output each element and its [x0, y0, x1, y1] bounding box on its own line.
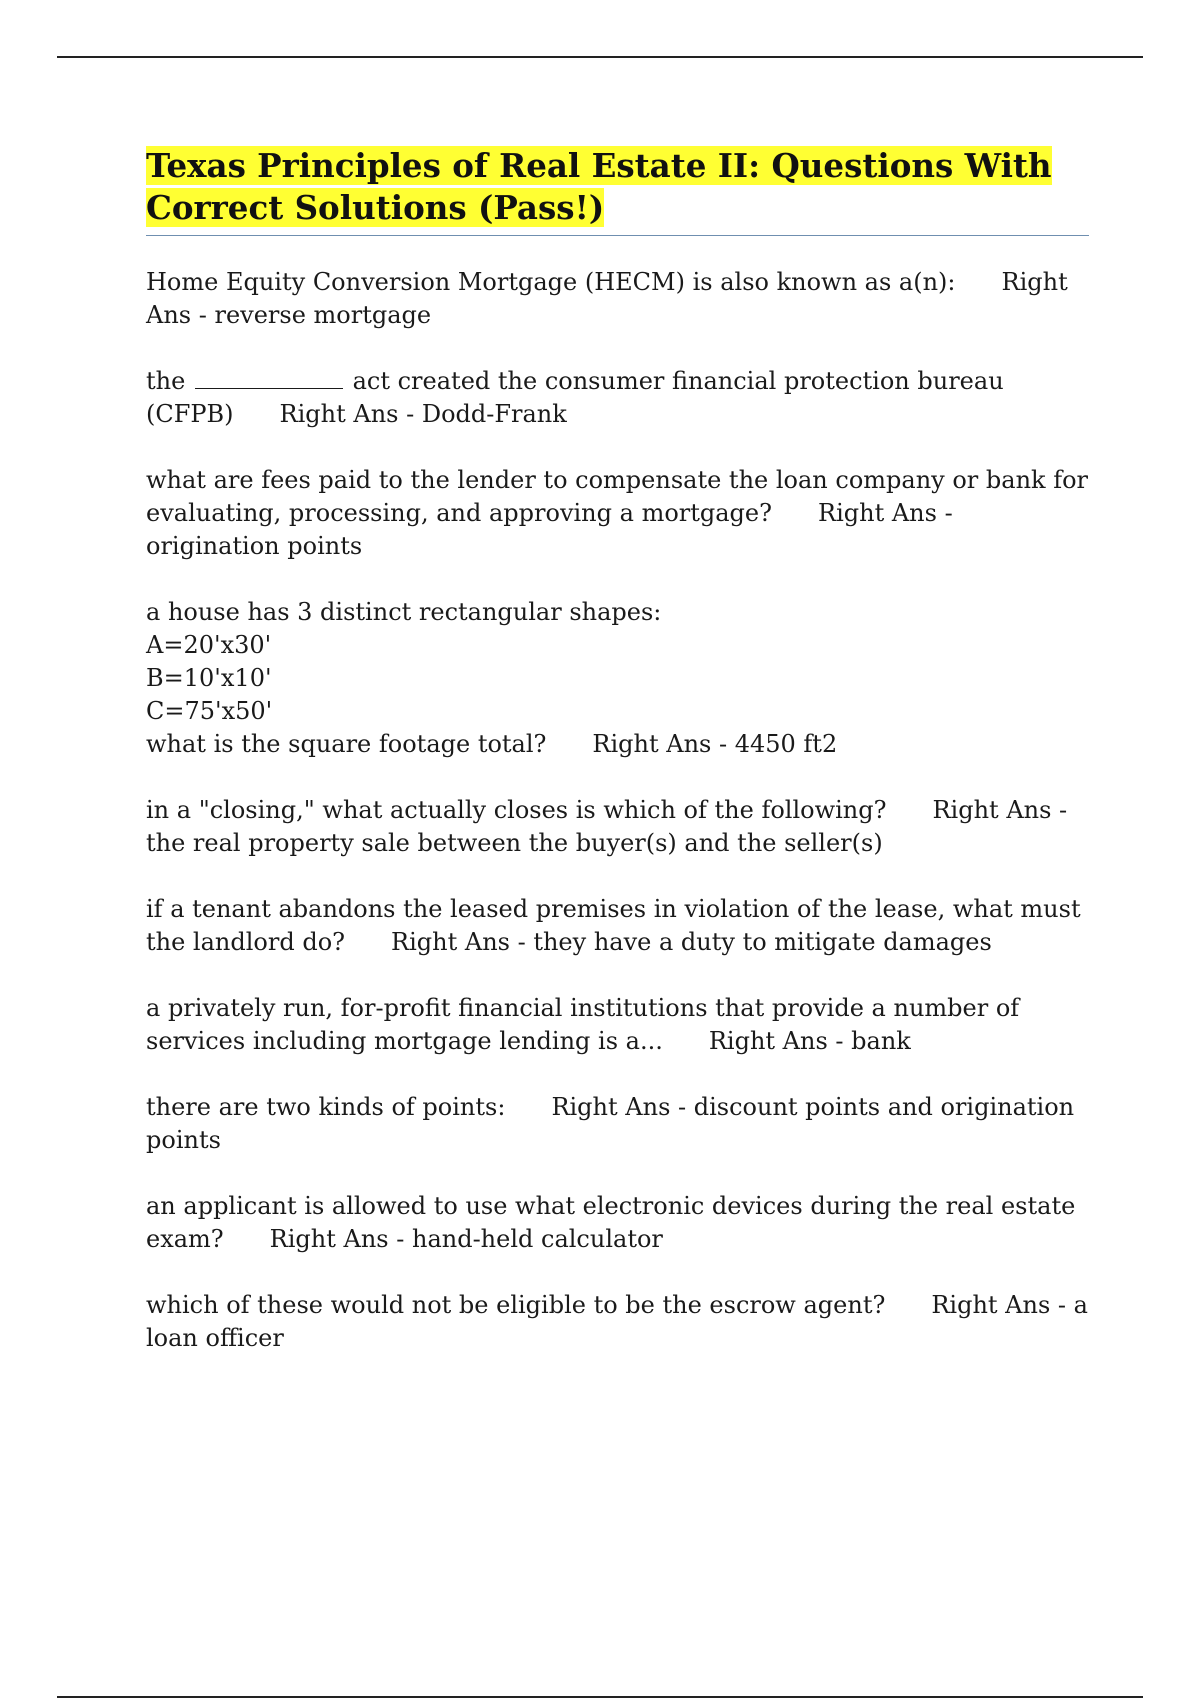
question-line: A=20'x30' [146, 631, 272, 659]
document-body [146, 145, 1090, 1388]
answer-text: 4450 ft2 [734, 730, 838, 758]
answer-prefix: Right Ans - [818, 499, 953, 527]
answer-text: the real property sale between the buyer(s) and the seller(s) [146, 829, 883, 857]
answer-text: origination points [146, 532, 363, 560]
page-top-rule [57, 56, 1143, 58]
document-title [146, 145, 1090, 229]
question-text: act created the consumer financial protection bureau (CFPB) [146, 367, 1004, 428]
title-highlight: Texas Principles of Real Estate II: Questions With Correct Solutions (Pass!) [146, 146, 1052, 227]
answer-prefix: Right Ans - [932, 796, 1068, 824]
answer-prefix: Right Ans - [279, 400, 422, 428]
answer-prefix: Right Ans - [146, 268, 1068, 329]
answer-prefix: Right Ans - [551, 1093, 694, 1121]
qa-item [146, 596, 1090, 761]
question-text: Home Equity Conversion Mortgage (HECM) is also known as a(n): [146, 268, 956, 296]
question-text: if a tenant abandons the leased premises in violation of the lease, what must the landlord do? [146, 895, 1081, 956]
answer-prefix: Right Ans - [708, 1027, 852, 1055]
answer-prefix: Right Ans - [931, 1291, 1074, 1319]
answer-text: Dodd-Frank [421, 400, 567, 428]
answer-text: discount points and origination points [146, 1093, 1075, 1154]
answer-prefix: Right Ans - [269, 1225, 412, 1253]
qa-item [146, 266, 1090, 332]
answer-prefix: Right Ans - [592, 730, 735, 758]
qa-item [146, 893, 1090, 959]
answer-text: hand-held calculator [411, 1225, 663, 1253]
qa-item [146, 794, 1090, 860]
answer-prefix: Right Ans - [391, 928, 534, 956]
answer-text: they have a duty to mitigate damages [533, 928, 992, 956]
page-bottom-rule [57, 1696, 1143, 1698]
question-text: in a "closing," what actually closes is which of the following? [146, 796, 887, 824]
question-text: there are two kinds of points: [146, 1093, 506, 1121]
question-line: C=75'x50' [146, 697, 273, 725]
answer-text: reverse mortgage [214, 301, 432, 329]
question-line: a house has 3 distinct rectangular shapes: [146, 598, 662, 626]
qa-item [146, 992, 1090, 1058]
question-text: which of these would not be eligible to be the escrow agent? [146, 1291, 886, 1319]
question-line: B=10'x10' [146, 664, 272, 692]
qa-item [146, 1091, 1090, 1157]
qa-item [146, 464, 1090, 563]
answer-text: a loan officer [146, 1291, 1088, 1352]
qa-item [146, 1190, 1090, 1256]
question-text: what is the square footage total? [146, 730, 547, 758]
qa-item [146, 1289, 1090, 1355]
question-text: what are fees paid to the lender to compensate the loan company or bank for evaluating, processing, and approving a mortgage? [146, 466, 1088, 527]
question-text: the [146, 367, 186, 395]
qa-list [146, 266, 1090, 1355]
fill-in-blank [195, 366, 343, 389]
question-text: an applicant is allowed to use what electronic devices during the real estate exam? [146, 1192, 1076, 1253]
question-text: a privately run, for-profit financial institutions that provide a number of services including mortgage lending is a... [146, 994, 1020, 1055]
qa-item [146, 365, 1090, 431]
answer-text: bank [851, 1027, 911, 1055]
title-underline [146, 235, 1089, 236]
